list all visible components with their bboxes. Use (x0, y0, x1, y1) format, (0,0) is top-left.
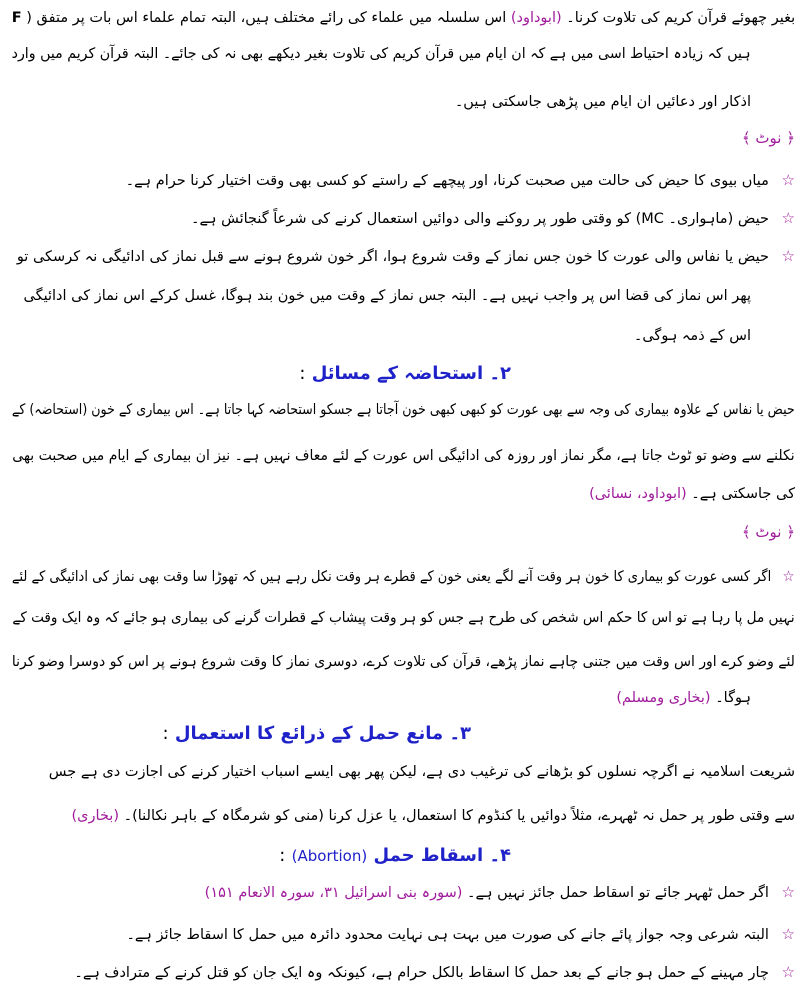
bullet-item (126, 924, 795, 945)
paragraph-line: اس کے ذمہ ہوگی۔ (633, 328, 751, 344)
star-outline-icon: ☆ (781, 247, 795, 265)
star-outline-icon: ☆ (781, 883, 795, 901)
section-english-term: (Abortion) (291, 847, 368, 865)
body-text: بغیر چھوئے قرآن کریم کی تلاوت کرنا۔ (566, 10, 795, 26)
paragraph-line: اذکار اور دعائیں ان ایام میں پڑھی جاسکتی ہیں۔ (454, 94, 751, 110)
reference-citation: (بخاری ومسلم) (616, 690, 711, 706)
heading-colon: : (279, 845, 286, 866)
star-outline-icon: ☆ (781, 209, 795, 227)
paragraph-line: لئے وضو کرے اور اس وقت میں جتنی چاہے نماز پڑھے، قرآن کی تلاوت کرے، دوسری نماز کا وقت شروع ہونے پر اس کو دوسرا وضو کرنا (12, 654, 795, 670)
paragraph-line: نکلنے سے وضو تو ٹوٹ جاتا ہے، مگر نماز اور روزہ کی ادائیگی اس عورت کے لئے معاف نہیں ہے۔ نیز ان بیماری کے ایام میں صحبت بھی (12, 448, 795, 464)
bullet-text: چار مہینے کے حمل ہو جانے کے بعد حمل کا اسقاط بالکل حرام ہے، کیونکہ وہ ایک جان کو قتل کرنے کے مترادف ہے۔ (74, 965, 769, 981)
bullet-text: اگر کسی عورت کو بیماری کا خون ہر وقت آنے لگے یعنی خون کے قطرے ہر وقت نکل رہے ہیں کہ تھوڑا سا وقت بھی نماز کی ادائیگی کے لئے (12, 569, 772, 585)
bullet-item (12, 566, 795, 587)
heading-colon: : (162, 723, 169, 744)
body-text: اس سلسلہ میں علماء کی رائے مختلف ہیں، البتہ تمام علماء اس بات پر متفق (36, 10, 507, 26)
bullet-text: حیض (ماہواری۔ MC) کو وقتی طور پر روکنے والی دوائیں استعمال کرنے کی شرعاً گنجائش ہے۔ (190, 211, 769, 227)
section-number: ۳۔ (449, 723, 471, 744)
star-outline-icon: ☆ (781, 171, 795, 189)
body-text: کی جاسکتی ہے۔ (691, 486, 795, 502)
paragraph-line: پھر اس نماز کی قضا اس پر واجب نہیں ہے۔ البتہ جس نماز کے وقت میں خون بند ہوگا، غسل کرکے اس نماز کی ادائیگی (23, 288, 751, 304)
bullet-item (205, 882, 795, 903)
bullet-text: میاں بیوی کا حیض کی حالت میں صحبت کرنا، اور پیچھے کے راستے کو کسی بھی وقت اختیار کرنا حرام ہے۔ (125, 173, 769, 189)
star-outline-icon: ☆ (782, 567, 795, 585)
bullet-text: اگر حمل ٹھہر جائے تو اسقاط حمل جائز نہیں ہے۔ (467, 885, 769, 901)
paragraph-line: نہیں مل پا رہا ہے تو اس کا حکم اس شخص کی طرح ہے جس کو ہر وقت پیشاب کے قطرات گرنے کی بیماری ہو جائے کہ وہ ایک وقت کے (12, 610, 795, 626)
section-heading (163, 722, 471, 746)
section-number: ۲۔ (489, 363, 511, 384)
reference-citation: (سورہ بنی اسرائیل ۳۱، سورہ الانعام ۱۵۱) (204, 885, 463, 901)
paragraph-line (589, 484, 795, 504)
paragraph-line: F ) بغیر چھوئے قرآن کریم کی تلاوت کرنا۔ (ابوداود) اس سلسلہ میں علماء کی رائے مختلف ہیں، البتہ تمام علماء اس بات پر متفق (11, 10, 795, 26)
star-outline-icon: ☆ (781, 963, 795, 981)
bullet-text: البتہ شرعی وجہ جواز پائے جانے کی صورت میں بہت ہی نہایت محدود دائرہ میں حمل کا اسقاط جائز ہے۔ (126, 927, 769, 943)
section-title: اسقاط حمل (373, 845, 484, 866)
section-heading (299, 362, 511, 386)
section-heading (279, 844, 511, 868)
bullet-item (191, 208, 795, 229)
section-title: استحاضہ کے مسائل (311, 363, 484, 384)
section-number: ۴۔ (489, 845, 511, 866)
star-outline-icon: ☆ (781, 925, 795, 943)
body-text: ہوگا۔ (715, 690, 751, 706)
bullet-item (17, 246, 795, 267)
paragraph-line (72, 806, 795, 826)
section-title: مانع حمل کے ذرائع کا استعمال (174, 723, 444, 744)
item-marker: F (11, 10, 22, 26)
reference-citation: (بخاری) (71, 808, 119, 824)
paragraph-line: ہیں کہ زیادہ احتیاط اسی میں ہے کہ ان ایام میں قرآن کریم کی تلاوت بغیر دیکھے بھی نہ کی جائے۔ البتہ قرآن کریم میں وارد (12, 46, 751, 62)
bullet-item (126, 170, 795, 191)
bullet-text: حیض یا نفاس والی عورت کا خون جس نماز کے وقت شروع ہوا، اگر خون شروع ہونے سے قبل نماز کی ادائیگی نہ کرسکی تو (16, 249, 769, 265)
note-heading: ﴿ نوٹ ﴾ (741, 129, 795, 147)
heading-colon: : (299, 363, 306, 384)
paragraph-line: شریعت اسلامیہ نے اگرچہ نسلوں کو بڑھانے کی ترغیب دی ہے، لیکن پھر بھی ایسے اسباب اختیار کرنے کی اجازت دی ہے جس (48, 764, 795, 780)
paragraph-line: حیض یا نفاس کے علاوہ بیماری کی وجہ سے بھی عورت کو کبھی کبھی خون آجاتا ہے جسکو استحاضہ کہا جاتا ہے۔ اس بیماری کے خون (استحاضہ) کے (12, 402, 795, 418)
reference-citation: (ابوداود) (510, 10, 562, 26)
bullet-item (74, 962, 795, 983)
paragraph-line (616, 688, 751, 708)
body-text: سے وقتی طور پر حمل نہ ٹھہرے، مثلاً دوائیں یا کنڈوم کا استعمال، یا عزل کرنا (منی کو شرمگاہ کے باہر نکالنا)۔ (123, 808, 795, 824)
reference-citation: (ابوداود، نسائی) (589, 486, 687, 502)
note-heading: ﴿ نوٹ ﴾ (741, 523, 795, 541)
